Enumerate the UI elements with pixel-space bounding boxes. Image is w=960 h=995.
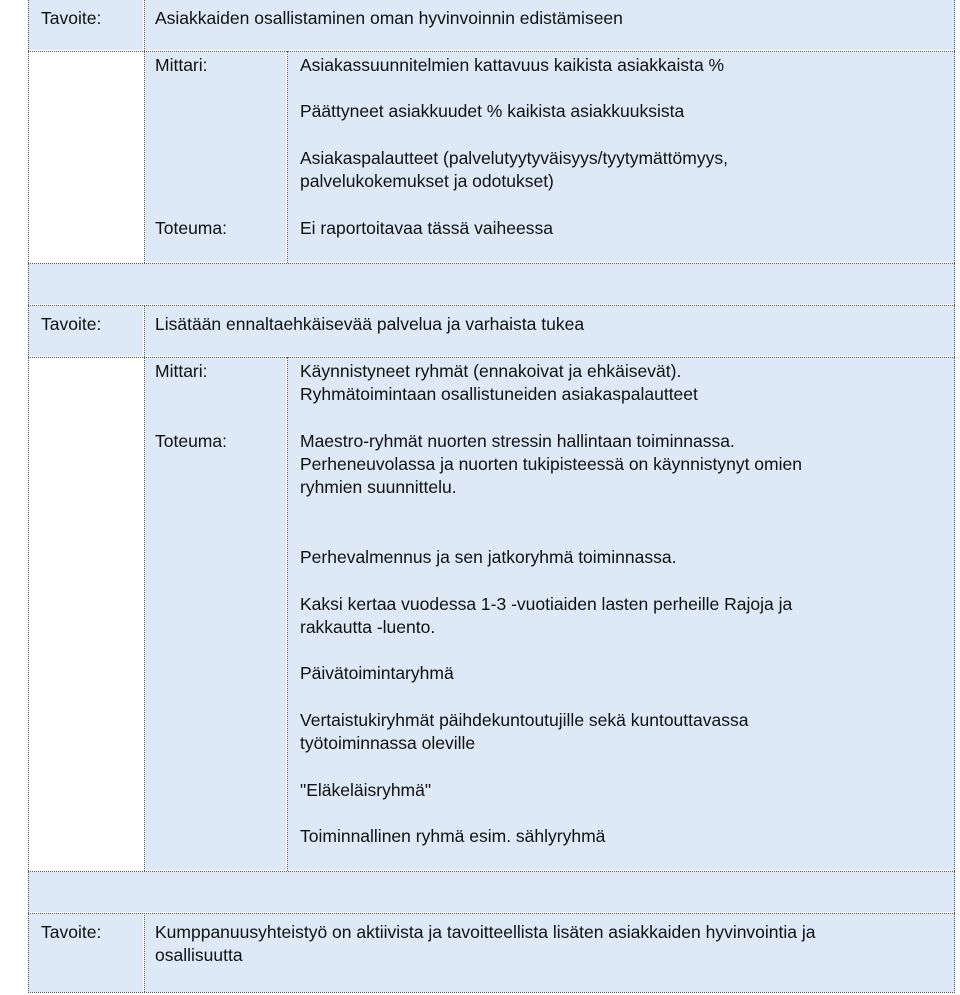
col-border	[287, 51, 288, 263]
goal-2-outcome-6: rakkautta -luento.	[300, 617, 436, 637]
goal-3-text-line1: Kumppanuusyhteistyö on aktiivista ja tavoitteellista lisäten asiakkaiden hyvinvointia ja	[155, 922, 816, 942]
goal-2-measure-label: Mittari:	[155, 361, 208, 381]
col-border	[144, 913, 145, 992]
goal-2-text: Lisätään ennaltaehkäisevää palvelua ja varhaista tukea	[155, 314, 585, 334]
row-border	[28, 871, 955, 872]
goal-2-label: Tavoite:	[41, 314, 102, 334]
goal-2-outcome-5: Kaksi kertaa vuodessa 1-3 -vuotiaiden lasten perheille Rajoja ja	[300, 594, 793, 614]
goal-2-outcome-2: Perheneuvolassa ja nuorten tukipisteessä on käynnistynyt omien	[300, 454, 802, 474]
goal-2-measure-2: Ryhmätoimintaan osallistuneiden asiakaspalautteet	[300, 384, 698, 404]
goal-2-outcome-3: ryhmien suunnittelu.	[300, 477, 457, 497]
goal-1-outcome-text: Ei raportoitavaa tässä vaiheessa	[300, 218, 553, 238]
goal-1-measure-3-line1: Asiakaspalautteet (palvelutyytyväisyys/tyytymättömyys,	[300, 148, 728, 168]
goal-2-outcome-label: Toteuma:	[155, 431, 227, 451]
row-border	[28, 305, 955, 306]
goal-2-outcome-7: Päivätoimintaryhmä	[300, 663, 454, 683]
goal-1-measure-1: Asiakassuunnitelmien kattavuus kaikista asiakkaista %	[300, 55, 725, 75]
goal-1-label: Tavoite:	[41, 8, 102, 28]
col-border	[144, 357, 145, 871]
col-border	[28, 0, 29, 993]
goal-2-outcome-10: "Eläkeläisryhmä"	[300, 780, 432, 800]
row-border	[28, 357, 955, 358]
row-border	[28, 51, 955, 52]
goal-2-outcome-4: Perhevalmennus ja sen jatkoryhmä toiminnassa.	[300, 547, 677, 567]
col-border	[144, 0, 145, 51]
row-border	[28, 913, 955, 914]
row-border	[28, 263, 955, 264]
goal-2-outcome-9: työtoiminnassa oleville	[300, 733, 476, 753]
goal-2-outcome-8: Vertaistukiryhmät päihdekuntoutujille sekä kuntouttavassa	[300, 710, 749, 730]
col-border	[954, 0, 955, 993]
goal-3-label: Tavoite:	[41, 922, 102, 942]
goal-1-measure-3-line2: palvelukokemukset ja odotukset)	[300, 171, 554, 191]
col-border	[144, 51, 145, 263]
goal-2-measure-1: Käynnistyneet ryhmät (ennakoivat ja ehkäisevät).	[300, 361, 682, 381]
goal-1-measure-label: Mittari:	[155, 55, 208, 75]
goal-1-outcome-label: Toteuma:	[155, 218, 227, 238]
goal-1-text: Asiakkaiden osallistaminen oman hyvinvoinnin edistämiseen	[155, 8, 623, 28]
spacer-row-1-bg	[28, 264, 955, 304]
row-border	[28, 992, 955, 993]
goal-2-outcome-1: Maestro-ryhmät nuorten stressin hallintaan toiminnassa.	[300, 431, 735, 451]
goal-2-outcome-11: Toiminnallinen ryhmä esim. sählyryhmä	[300, 826, 606, 846]
col-border	[287, 357, 288, 871]
col-border	[144, 305, 145, 357]
goal-3-text-line2: osallisuutta	[155, 945, 243, 965]
goal-1-measure-2: Päättyneet asiakkuudet % kaikista asiakkuuksista	[300, 101, 685, 121]
spacer-row-2-bg	[28, 872, 955, 912]
